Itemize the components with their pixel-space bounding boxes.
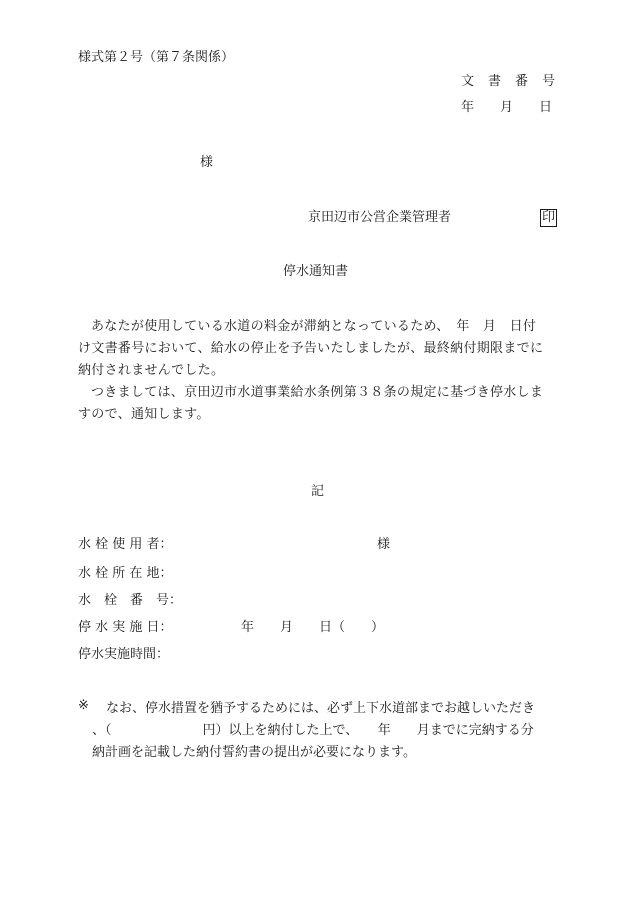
field-label-number: 水 栓 番 号：: [78, 593, 183, 608]
document-title: 停水通知書: [283, 264, 349, 279]
body-paragraph-1-line-1: あなたが使用している水道の料金が滞納となっているため、 年 月 日付: [91, 319, 537, 334]
notice-body: [78, 316, 558, 426]
field-label-date: 停 水 実 施 日：: [78, 620, 173, 635]
body-paragraph-2-line-1: つきましては、京田辺市水道事業給水条例第３８条の規定に基づき停水しま: [91, 385, 544, 400]
field-label-time: 停水実施時間：: [78, 647, 170, 662]
issue-date: 年 月 日: [461, 100, 553, 115]
note-line-3: 納計画を記載した納付誓約書の提出が必要になります。: [92, 745, 416, 760]
addressee-suffix: 様: [200, 155, 214, 170]
body-paragraph-1-line-3: 納付されませんでした。: [78, 363, 225, 378]
field-user-suffix: 様: [377, 537, 391, 552]
form-number: 様式第２号（第７条関係）: [78, 50, 235, 65]
note-mark: ※: [78, 698, 89, 713]
document-number-label: 文 書 番 号: [461, 74, 556, 89]
body-paragraph-1-line-2: け文書番号において、給水の停止を予告いたしましたが、最終納付期限までに: [78, 341, 544, 356]
sender-name: 京田辺市公営企業管理者: [308, 210, 452, 225]
note-line-2: 、（ 円）以上を納付した上で、 年 月までに完納する分: [92, 723, 534, 738]
seal-mark: [540, 209, 557, 227]
field-label-location: 水 栓 所 在 地：: [78, 566, 173, 581]
body-paragraph-2-line-2: すので、通知します。: [78, 407, 210, 422]
ki-heading: 記: [311, 484, 325, 499]
seal-mark-text: 印: [542, 210, 556, 225]
note-line-1: なお、停水措置を猶予するためには、必ず上下水道部までお越しいただき: [106, 701, 536, 716]
note-text: [92, 698, 562, 764]
field-date-value: 年 月 日（ ）: [241, 620, 385, 635]
field-label-user: 水 栓 使 用 者：: [78, 537, 173, 552]
